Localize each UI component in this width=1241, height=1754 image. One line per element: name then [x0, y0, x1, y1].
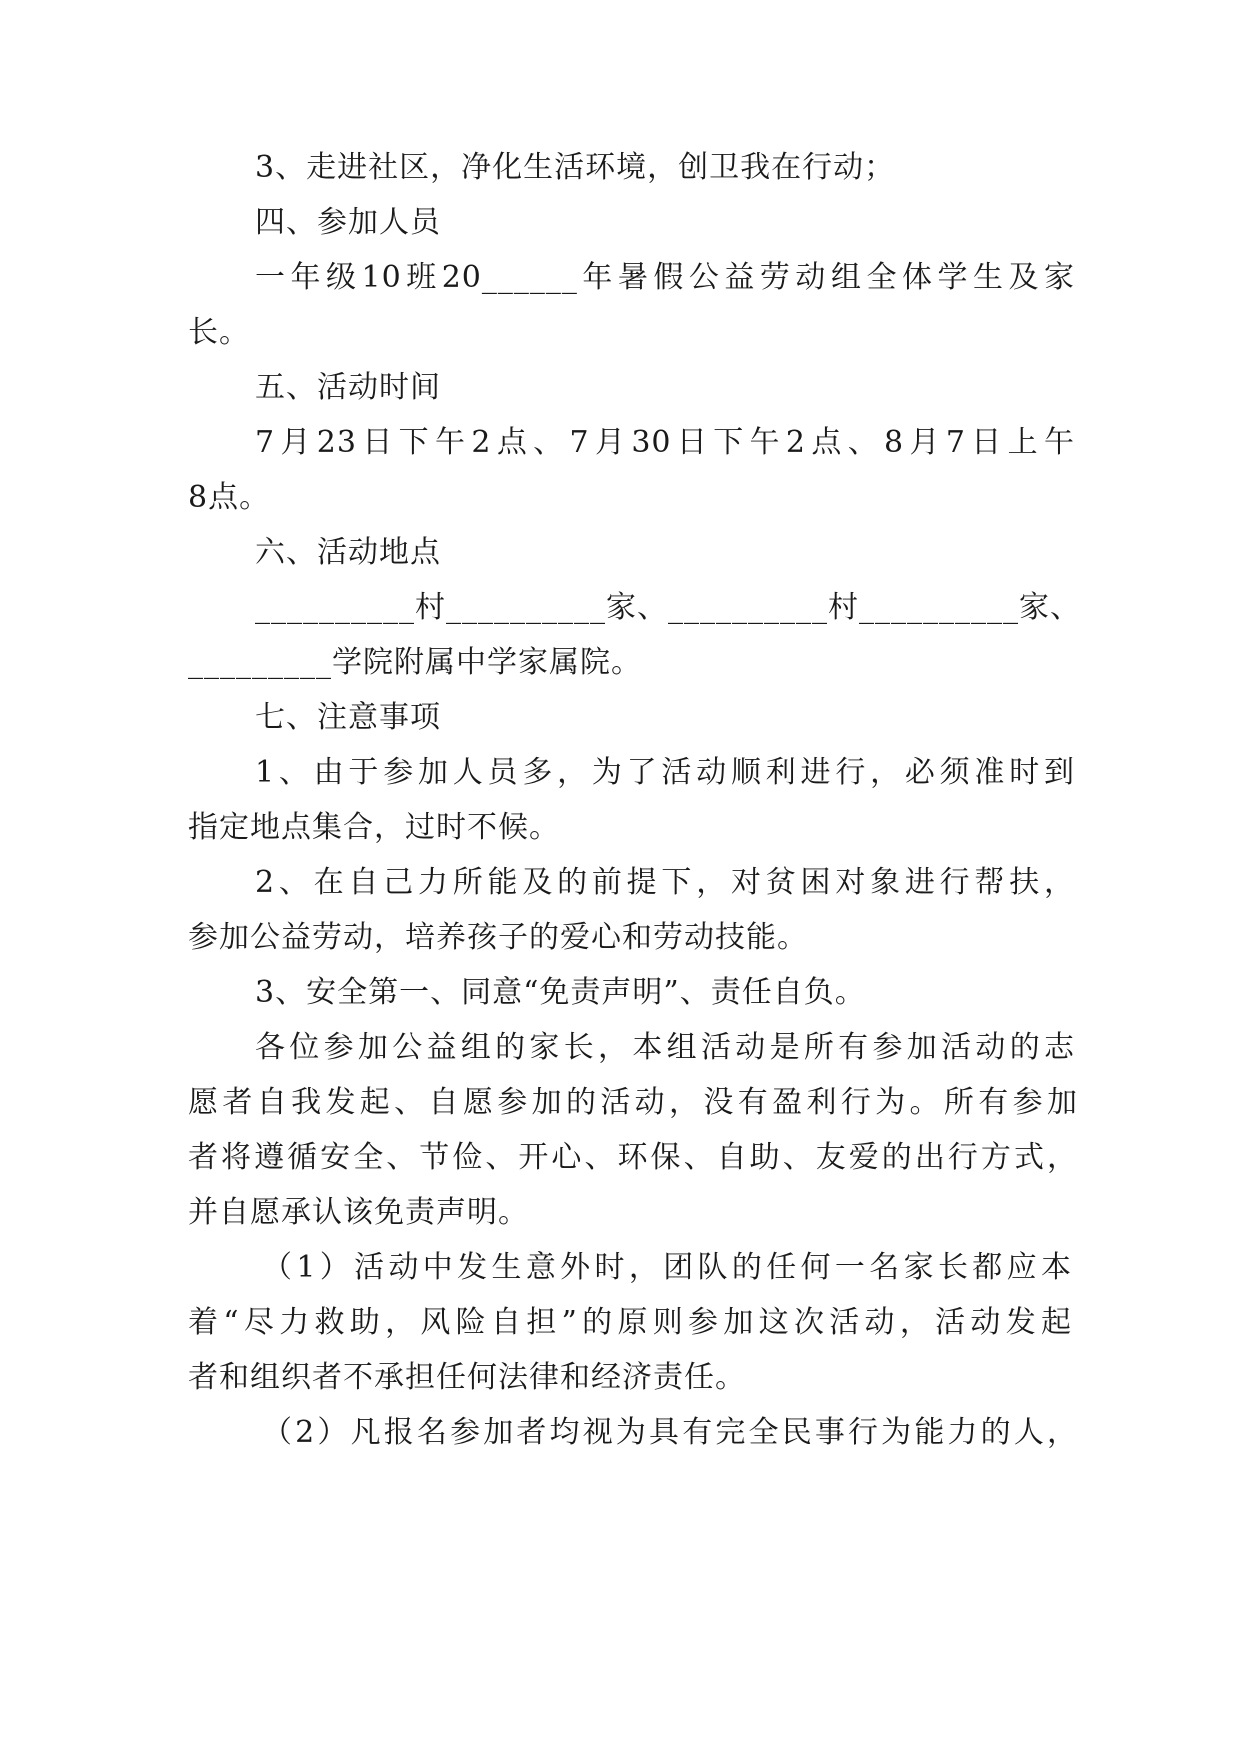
activity-time-text: 7月23日下午2点、7月30日下午2点、8月7日上午	[255, 425, 1075, 460]
participants-text: 一年级10班20______年暑假公益劳动组全体学生及家	[255, 260, 1075, 295]
clause-1: （1）活动中发生意外时，团队的任何一名家长都应本	[262, 1250, 1072, 1285]
note-1: 1、由于参加人员多，为了活动顺利进行，必须准时到	[255, 755, 1075, 790]
clause-1-line-3: 者和组织者不承担任何法律和经济责任。	[188, 1360, 746, 1395]
disclaimer-paragraph: 各位参加公益组的家长，本组活动是所有参加活动的志	[255, 1030, 1075, 1065]
heading-participants: 四、参加人员	[255, 205, 441, 240]
disclaimer-paragraph-line-3: 者将遵循安全、节俭、开心、环保、自助、友爱的出行方式，	[188, 1140, 1078, 1175]
activity-time-text-cont: 8点。	[188, 480, 271, 515]
location-text-cont: _________学院附属中学家属院。	[188, 645, 642, 680]
note-1-cont: 指定地点集合，过时不候。	[188, 810, 560, 845]
location-text: __________村__________家、__________村__________家、	[255, 590, 1081, 625]
disclaimer-paragraph-line-4: 并自愿承认该免责声明。	[188, 1195, 529, 1230]
participants-text-cont: 长。	[188, 315, 250, 350]
heading-activity-time: 五、活动时间	[255, 370, 441, 405]
clause-1-line-2: 着“尽力救助，风险自担”的原则参加这次活动，活动发起	[188, 1305, 1072, 1340]
item-3-community: 3、走进社区，净化生活环境，创卫我在行动；	[255, 150, 896, 185]
note-3: 3、安全第一、同意“免责声明”、责任自负。	[255, 975, 866, 1010]
disclaimer-paragraph-line-2: 愿者自我发起、自愿参加的活动，没有盈利行为。所有参加	[188, 1085, 1078, 1120]
clause-2: （2）凡报名参加者均视为具有完全民事行为能力的人，	[262, 1415, 1078, 1450]
heading-notes: 七、注意事项	[255, 700, 441, 735]
note-2: 2、在自己力所能及的前提下，对贫困对象进行帮扶，	[255, 865, 1075, 900]
heading-activity-location: 六、活动地点	[255, 535, 441, 570]
note-2-cont: 参加公益劳动，培养孩子的爱心和劳动技能。	[188, 920, 808, 955]
